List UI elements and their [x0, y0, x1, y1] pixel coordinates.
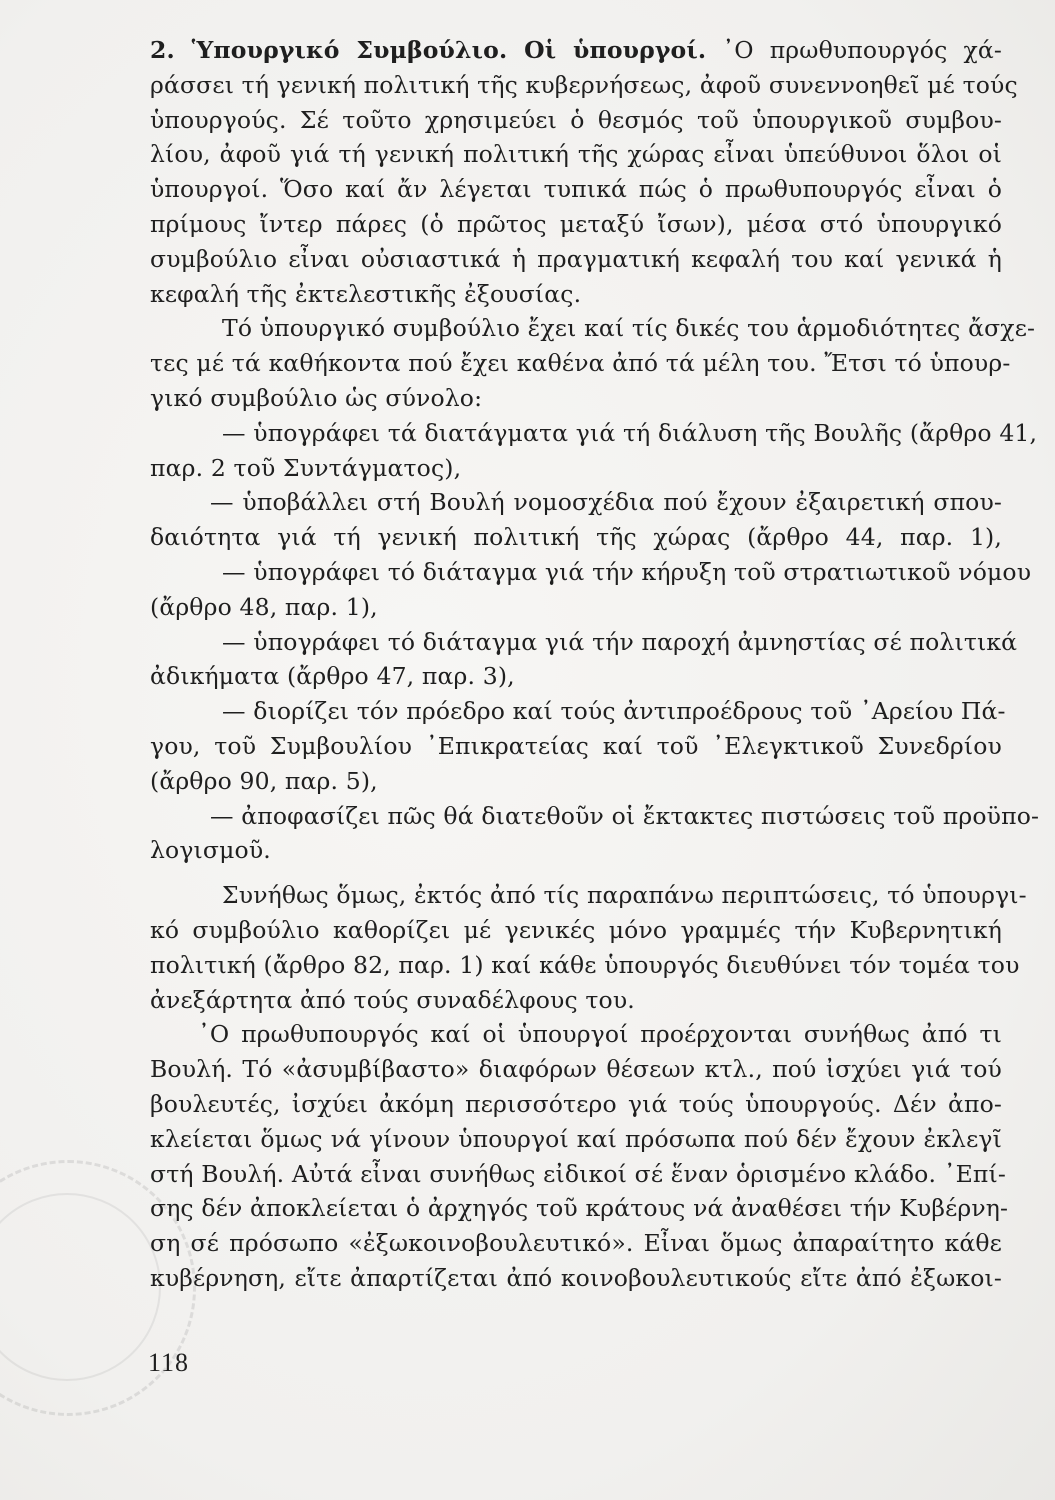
paragraph-text: ᾿Ο πρωθυπουργός χά- — [722, 36, 1002, 64]
list-item-line: ἀδικήματα (ἄρθρο 47, παρ. 3), — [150, 662, 515, 691]
paragraph-3-line: ἀνεξάρτητα ἀπό τούς συναδέλφους του. — [150, 985, 635, 1014]
paragraph-3-line: κό συμβούλιο καθορίζει μέ γενικές μόνο γραμμές τήν Κυβερνητική — [150, 915, 1002, 944]
paragraph-4-line: κυβέρνηση, εἴτε ἀπαρτίζεται ἀπό κοινοβουλευτικούς εἴτε ἀπό ἐξωκοι- — [150, 1263, 1002, 1292]
paragraph-4-line: Βουλή. Τό «ἀσυμβίβαστο» διαφόρων θέσεων κτλ., πού ἰσχύει γιά τού — [150, 1055, 1002, 1084]
list-item-line: λογισμοῦ. — [150, 836, 271, 865]
list-item-line: — ὑπογράφει τά διατάγματα γιά τή διάλυση τῆς Βουλῆς (ἄρθρο 41, — [222, 418, 1038, 447]
paragraph-4-line: βουλευτές, ἰσχύει ἀκόμη περισσότερο γιά τούς ὑπουργούς. Δέν ἀπο- — [150, 1089, 1002, 1118]
list-item-line: (ἄρθρο 90, παρ. 5), — [150, 766, 378, 795]
paragraph-1-line: ὑπουργοί. Ὅσο καί ἄν λέγεται τυπικά πώς ὁ πρωθυπουργός εἶναι ὁ — [150, 175, 1002, 204]
paragraph-2-line: Τό ὑπουργικό συμβούλιο ἔχει καί τίς δικές του ἁρμοδιότητες ἄσχε- — [222, 314, 1036, 343]
paragraph-1-line: συμβούλιο εἶναι οὐσιαστικά ἡ πραγματική κεφαλή του καί γενικά ἡ — [150, 244, 1002, 273]
paragraph-4-line: σης δέν ἀποκλείεται ὁ ἀρχηγός τοῦ κράτους νά ἀναθέσει τήν Κυβέρνη- — [150, 1194, 1009, 1223]
paragraph-1-line: λίου, ἀφοῦ γιά τή γενική πολιτική τῆς χώρας εἶναι ὑπεύθυνοι ὅλοι οἱ — [150, 140, 1002, 169]
paragraph-1-line: ράσσει τή γενική πολιτική τῆς κυβερνήσεως, ἀφοῦ συνεννοηθεῖ μέ τούς — [150, 70, 1018, 99]
list-item-line: δαιότητα γιά τή γενική πολιτική τῆς χώρας (ἄρθρο 44, παρ. 1), — [150, 523, 1002, 552]
list-item-line: — ὑποβάλλει στή Βουλή νομοσχέδια πού ἔχουν ἐξαιρετική σπου- — [210, 488, 1002, 517]
paragraph-1-line — [150, 33, 1002, 68]
paragraph-1-line: ὑπουργούς. Σέ τοῦτο χρησιμεύει ὁ θεσμός τοῦ ὑπουργικοῦ συμβου- — [150, 105, 1002, 134]
paragraph-3-line: πολιτική (ἄρθρο 82, παρ. 1) καί κάθε ὑπουργός διευθύνει τόν τομέα του — [150, 950, 1020, 979]
paragraph-1-line: κεφαλή τῆς ἐκτελεστικῆς ἐξουσίας. — [150, 279, 582, 308]
paragraph-4-line: ᾿Ο πρωθυπουργός καί οἱ ὑπουργοί προέρχονται συνήθως ἀπό τι — [198, 1020, 1002, 1049]
paragraph-4-line: κλείεται ὅμως νά γίνουν ὑπουργοί καί πρόσωπα πού δέν ἔχουν ἐκλεγῖ — [150, 1124, 1002, 1153]
page-text-block — [150, 33, 1040, 1296]
list-item-line: — ὑπογράφει τό διάταγμα γιά τήν παροχή ἀμνηστίας σέ πολιτικά — [222, 627, 1018, 656]
list-item-line: παρ. 2 τοῦ Συντάγματος), — [150, 453, 462, 482]
list-item-line: — διορίζει τόν πρόεδρο καί τούς ἀντιπροέδρους τοῦ ᾿Αρείου Πά- — [222, 697, 1006, 726]
paragraph-4-line: στή Βουλή. Αὐτά εἶναι συνήθως εἰδικοί σέ ἕναν ὁρισμένο κλάδο. ᾿Επί- — [150, 1159, 1006, 1188]
paragraph-3-line: Συνήθως ὅμως, ἐκτός ἀπό τίς παραπάνω περιπτώσεις, τό ὑπουργι- — [222, 881, 1027, 910]
page-number: 118 — [148, 1348, 190, 1377]
paragraph-2-line: γικό συμβούλιο ὡς σύνολο: — [150, 383, 483, 412]
paragraph-1-line: πρίμους ἴντερ πάρες (ὁ πρῶτος μεταξύ ἴσων), μέσα στό ὑπουργικό — [150, 209, 1002, 238]
paragraph-4-line: ση σέ πρόσωπο «ἐξωκοινοβουλευτικό». Εἶναι ὅμως ἀπαραίτητο κάθε — [150, 1229, 1002, 1258]
list-item-line: — ἀποφασίζει πῶς θά διατεθοῦν οἱ ἔκτακτες πιστώσεις τοῦ προϋπο- — [210, 801, 1040, 830]
list-item-line: — ὑπογράφει τό διάταγμα γιά τήν κήρυξη τοῦ στρατιωτικοῦ νόμου — [222, 557, 1032, 586]
paragraph-2-line: τες μέ τά καθήκοντα πού ἔχει καθένα ἀπό τά μέλη του. Ἔτσι τό ὑπουρ- — [150, 349, 1011, 378]
section-heading: 2. Ὑπουργικό Συμβούλιο. Οἱ ὑπουργοί. — [150, 36, 707, 64]
list-item-line: γου, τοῦ Συμβουλίου ᾿Επικρατείας καί τοῦ ᾿Ελεγκτικοῦ Συνεδρίου — [150, 731, 1002, 760]
list-item-line: (ἄρθρο 48, παρ. 1), — [150, 592, 378, 621]
